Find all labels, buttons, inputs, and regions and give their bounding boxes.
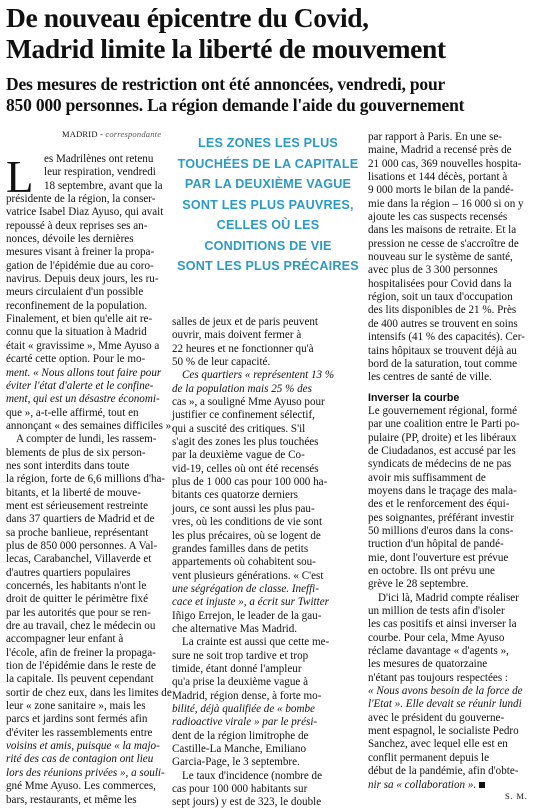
author-signature: S. M. [505, 791, 528, 801]
text-line: jours, ce sont aussi les plus pau- [172, 502, 315, 515]
text-line: moyens dans le traçage des mala- [368, 484, 517, 497]
text-line: Madrid, région dense, à forte mo- [172, 689, 322, 702]
text-line: avec plus de 3 300 personnes [368, 264, 498, 277]
text-line: 21 000 cas, 369 nouvelles hospita- [368, 157, 522, 170]
text-line: la capitale. Ils peuvent cependant [6, 673, 154, 686]
text-line: avec le président du gouverne- [368, 711, 505, 724]
article-column-2 [172, 316, 362, 810]
text-line: reconfinement de la population. [6, 299, 148, 312]
text-line: maine, Madrid a recensé près de [368, 144, 512, 157]
text-line: lecas, Carabanchel, Villaverde et [6, 553, 152, 566]
text-line: dre au travail, chez le médecin ou [6, 620, 156, 633]
text-line: Ces quartiers « représentent 13 % [182, 369, 335, 382]
text-line: droit de quitter le périmètre fixé [6, 593, 149, 606]
text-line: grandes familles dans de petits [172, 542, 309, 555]
drop-cap: L [6, 152, 34, 202]
text-line: par rapport à Paris. En une se- [368, 131, 503, 143]
text-line: D'ici là, Madrid compte réaliser [378, 591, 519, 604]
text-line: blements de plus de six person- [6, 446, 146, 459]
text-line: intensifs (41 % des capacités). Cer- [368, 331, 525, 344]
text-line: 9 000 morts le bilan de la pandé- [368, 184, 514, 197]
text-line: les mesures de quatorzaine [368, 658, 488, 671]
text-line: ment, qui est un désastre économi- [6, 393, 160, 406]
text-line: qui a suscité des critiques. S'il [172, 422, 306, 435]
text-line: de Ciudadanos, est accusé par les [368, 444, 516, 457]
article-column-1 [6, 153, 175, 807]
subheadline-line: 850 000 personnes. La région demande l'aide du gouvernement [6, 95, 465, 115]
subheadline [6, 74, 538, 116]
text-line: pes soignantes, préférant investir [368, 511, 515, 524]
text-line: début de la pandémie, afin d'obte- [368, 765, 519, 778]
text-line: dans 37 quartiers de Madrid et de [6, 513, 155, 526]
column-3-continuation [368, 405, 538, 792]
text-line: un million de tests afin d'isoler [368, 605, 505, 618]
text-line: tion de l'épidémie dans le reste de [6, 660, 156, 673]
text-line: sept jours) y est de 323, le double [172, 796, 322, 809]
text-line: ajoute les cas suspects recensés [368, 211, 508, 224]
text-line: A compter de lundi, les rassem- [16, 433, 157, 446]
pull-quote [168, 133, 368, 277]
text-line: pulaire (PP, droite) et les libéraux [368, 431, 517, 444]
text-line: 18 septembre, avant que la [44, 179, 163, 192]
text-line: nes sont interdits dans toute [6, 459, 130, 472]
text-line: appartements où cohabitent sou- [172, 556, 316, 569]
text-line: Iñigo Errejon, le leader de la gau- [172, 609, 322, 622]
text-line: d'autres quartiers populaires [6, 566, 131, 579]
text-line: mie dans la région – 16 000 si on y [368, 197, 524, 210]
pull-quote-line: PAR LA DEUXIÈME VAGUE [184, 177, 352, 191]
text-line: tains hôpitaux se trouvent déjà au [368, 344, 517, 357]
text-line: bitants ces quatorze derniers [172, 489, 298, 502]
text-line: accompagner leur enfant à [6, 633, 124, 646]
text-line: par la deuxième vague de Co- [172, 449, 305, 462]
text-line: cas pour 100 000 habitants sur [172, 783, 308, 796]
text-line: réclame davantage « d'agents », [368, 645, 509, 658]
text-line: Le gouvernement régional, formé [368, 404, 518, 417]
text-line: 22 heures et ne fonctionner qu'à [172, 342, 314, 355]
headline-line: Madrid limite la liberté de mouvement [6, 33, 446, 64]
text-line: ment espagnol, le socialiste Pedro [368, 725, 519, 738]
text-line: es Madrilènes ont retenu [44, 153, 154, 165]
column-3-paragraphs [368, 131, 538, 385]
text-line: grève le 28 septembre. [368, 578, 469, 591]
text-line: gné Mme Ayuso. Les commerces, [6, 780, 156, 793]
text-line: truction d'un hôpital de pandé- [368, 538, 504, 551]
text-line: che alternative Mas Madrid. [172, 622, 298, 635]
text-line: 50 % de leur capacité. [172, 356, 271, 369]
text-line: leur respiration, vendredi [44, 166, 156, 179]
text-line: bilité, déjà qualifiée de « bombe [172, 702, 315, 715]
text-line: vent plusieurs générations. « C'est [172, 569, 324, 582]
text-line: La crainte est aussi que cette me- [182, 636, 330, 649]
text-line: radioactive virale » par le prési- [172, 716, 318, 729]
text-line: salles de jeux et de paris peuvent [172, 316, 319, 328]
text-line: sure ne soit trop tardive et trop [172, 649, 309, 662]
text-line: ment est sérieusement restreinte [6, 499, 149, 512]
text-line: conflit permanent depuis le [368, 751, 490, 764]
text-line: avoir mis suffisamment de [368, 471, 486, 484]
text-line: hospitalisées pour Covid dans la [368, 277, 512, 290]
pull-quote-line: CELLES OÙ LES [216, 218, 320, 232]
text-line: syndicats de médecins de ne pas [368, 458, 512, 471]
text-line: écarté cette option. Pour le mo- [6, 353, 146, 366]
text-line: de 400 autres se trouvent en soins [368, 317, 518, 330]
byline [62, 129, 161, 139]
text-line: l'école, afin de freiner la propaga- [6, 646, 156, 659]
byline-place: MADRID - [62, 129, 104, 139]
text-line: gation de l'épidémie due au coro- [6, 259, 154, 272]
article-column-3 [368, 131, 538, 792]
text-line: Le taux d'incidence (nombre de [182, 769, 322, 782]
text-line: parcs et jardins sont fermés afin [6, 713, 148, 726]
text-line: navirus. Depuis deux jours, les ru- [6, 273, 159, 286]
text-line: rité des cas de contagion ont lieu [6, 753, 154, 766]
text-line: en octobre. Ils ont prévu une [368, 565, 495, 577]
text-line: bitants, et la liberté de mouve- [6, 486, 141, 499]
text-line: Finalement, et bien qu'elle ait re- [6, 313, 153, 326]
pull-quote-line: SONT LES PLUS PAUVRES, [182, 197, 354, 212]
text-line: dent de la région limitrophe de [172, 729, 309, 742]
byline-role: correspondante [105, 129, 162, 139]
section-title: Inverser la courbe [368, 391, 460, 404]
text-line: éviter l'état d'alerte et le confine- [6, 379, 154, 392]
text-line: des et le renforcement des équi- [368, 498, 510, 511]
text-line: vatrice Isabel Diaz Ayuso, qui avait [6, 206, 164, 219]
subheadline-line: Des mesures de restriction ont été annoncées, vendredi, pour [6, 74, 446, 94]
text-line: l'Etat ». Elle devait se réunir lundi [368, 698, 522, 711]
text-line: 50 millions d'euros dans la cons- [368, 524, 514, 537]
text-line: annonçant « des semaines difficiles ». [6, 419, 175, 432]
text-line: par les autorités que pour se ren- [6, 606, 151, 619]
headline-line: De nouveau épicentre du Covid, [6, 2, 369, 33]
text-line: que », a-t-elle affirmé, tout en [6, 406, 139, 419]
text-line: d'éviter les rassemblements entre [6, 726, 153, 739]
text-line: nir sa « collaboration ». [368, 779, 538, 792]
text-line: région, soit un taux d'occupation [368, 291, 513, 304]
text-line: courbe. Pour cela, Mme Ayuso [368, 631, 505, 644]
text-line: qu'a prise la deuxième vague à [172, 676, 308, 689]
pull-quote-line: SONT LES PLUS PRÉCAIRES [177, 259, 359, 273]
text-line: ouvrir, mais doivent fermer à [172, 329, 302, 342]
text-line: plus de 850 000 personnes. A Val- [6, 539, 158, 552]
text-line: présidente de la région, la conser- [6, 193, 156, 206]
text-line: meurs circulaient d'un possible [6, 286, 144, 299]
text-line: bars, restaurants, et même les [6, 793, 137, 806]
text-line: lors des réunions privées », a souli- [6, 766, 165, 779]
text-line: nouveau sur le système de santé, [368, 251, 513, 264]
pull-quote-line: CONDITIONS DE VIE [204, 238, 332, 253]
text-line: vid-19, celles où ont été recensés [172, 462, 319, 475]
text-line: timide, étant donné l'ampleur [172, 662, 302, 675]
text-line: connu que la situation à Madrid [6, 326, 147, 339]
text-line: bord de la saturation, tout comme [368, 357, 518, 370]
text-line: repoussé à deux reprises ses an- [6, 219, 148, 232]
pull-quote-line: TOUCHÉES DE LA CAPITALE [177, 156, 359, 171]
text-line: sa proche banlieue, représentant [6, 526, 149, 539]
text-line: s'agit des zones les plus touchées [172, 436, 319, 449]
text-line: de la population mais 25 % des [172, 382, 312, 395]
text-line: les centres de santé de ville. [368, 371, 492, 384]
text-line: des lits disponibles de 21 %. Près [368, 304, 517, 317]
text-line: mesures visant à freiner la propa- [6, 246, 155, 259]
text-line: justifier ce confinement sélectif, [172, 409, 315, 422]
text-line: leur « zone sanitaire », mais les [6, 700, 146, 713]
text-line: cas », a souligné Mme Ayuso pour [172, 396, 325, 409]
text-line: par une coalition entre le Parti po- [368, 418, 520, 431]
text-line: Garcia-Page, le 3 septembre. [172, 756, 300, 769]
text-line: concernés, les habitants n'ont le [6, 580, 147, 592]
text-line: lisations et 144 décès, portant à [368, 171, 508, 184]
text-line: une ségrégation de classe. Ineffi- [172, 582, 319, 595]
text-line: nonces, dévoile les dernières [6, 233, 134, 246]
text-line: mie, dont l'ouverture est prévue [368, 551, 509, 564]
pull-quote-line: LES ZONES LES PLUS [197, 136, 339, 150]
text-line: la région, forte de 6,6 millions d'ha- [6, 473, 166, 486]
text-line: voisins et amis, puisque « la majo- [6, 740, 160, 753]
text-line: plus de 1 000 cas pour 100 000 ha- [172, 476, 328, 489]
text-line: vres, où les conditions de vie sont [172, 516, 323, 529]
text-line: Sanchez, avec lequel elle est en [368, 738, 508, 751]
text-line: sortir de chez eux, dans les limites de [6, 686, 172, 699]
headline [6, 2, 538, 64]
text-line: dans les maisons de retraite. Et la [368, 224, 517, 237]
text-line: Castille-La Manche, Emiliano [172, 743, 307, 755]
text-line: ment. « Nous allons tout faire pour [6, 366, 162, 379]
text-line: les cas positifs et ainsi inverser la [368, 618, 517, 631]
end-mark-icon [479, 782, 485, 788]
text-line: était « gravissime », Mme Ayuso a [6, 339, 160, 352]
text-line: n'étant pas toujours respectées : [368, 671, 509, 684]
text-line: cace et injuste », a écrit sur Twitter [172, 596, 329, 609]
text-line: pression ne cesse de s'accroître de [368, 237, 519, 250]
text-line: les plus précaires, où se logent de [172, 529, 321, 542]
text-line: « Nous avons besoin de la force de [368, 685, 523, 698]
